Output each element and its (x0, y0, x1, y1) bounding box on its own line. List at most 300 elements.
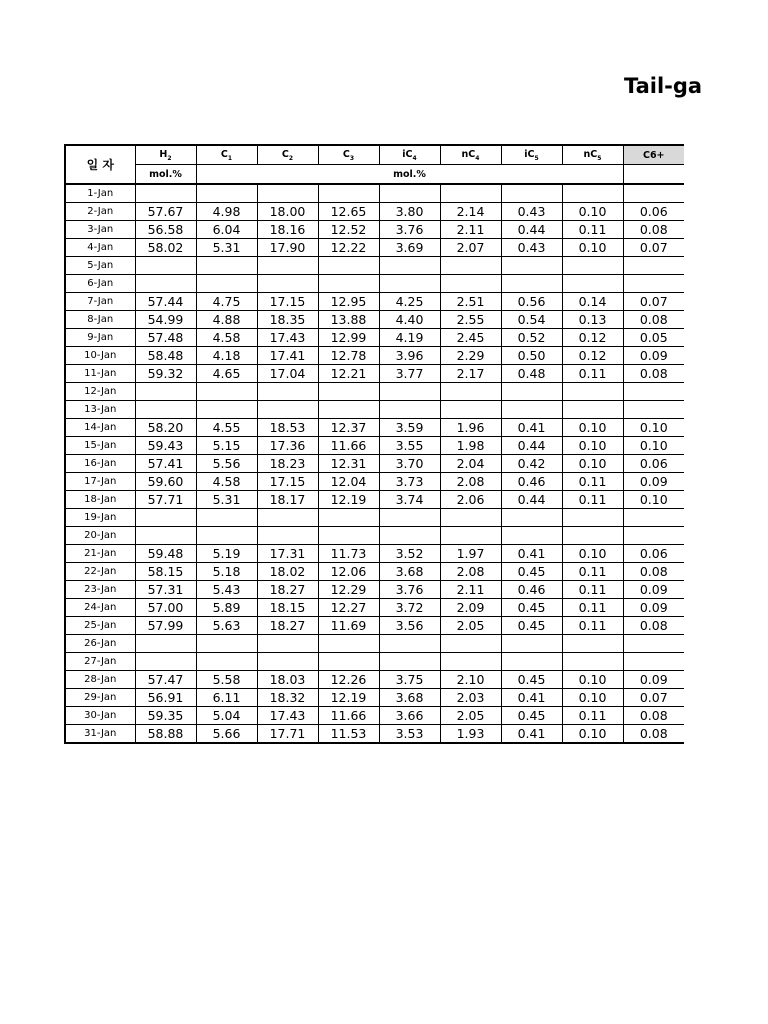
cell-value (318, 509, 379, 527)
cell-value: 0.05 (623, 329, 684, 347)
cell-value: 0.12 (562, 347, 623, 365)
cell-value: 0.52 (501, 329, 562, 347)
cell-value: 57.67 (135, 203, 196, 221)
cell-value: 0.13 (562, 311, 623, 329)
cell-value: 5.31 (196, 491, 257, 509)
cell-value (623, 184, 684, 203)
cell-value (135, 401, 196, 419)
cell-value: 2.07 (440, 239, 501, 257)
cell-value: 3.53 (379, 725, 440, 744)
table-row (65, 419, 684, 437)
cell-value: 0.08 (623, 617, 684, 635)
cell-value: 12.22 (318, 239, 379, 257)
unit-h2: mol.% (135, 165, 196, 185)
table-row (65, 617, 684, 635)
header-row (65, 145, 684, 165)
cell-value (135, 527, 196, 545)
cell-value (501, 635, 562, 653)
row-date: 14-Jan (65, 419, 135, 437)
row-date: 23-Jan (65, 581, 135, 599)
cell-value (501, 257, 562, 275)
cell-value (196, 509, 257, 527)
cell-value: 17.31 (257, 545, 318, 563)
cell-value: 5.04 (196, 707, 257, 725)
cell-value (135, 653, 196, 671)
cell-value: 3.80 (379, 203, 440, 221)
cell-value: 6.04 (196, 221, 257, 239)
cell-value: 0.46 (501, 581, 562, 599)
cell-value: 0.08 (623, 707, 684, 725)
cell-value: 3.52 (379, 545, 440, 563)
table-row (65, 239, 684, 257)
cell-value: 0.10 (562, 689, 623, 707)
cell-value: 4.55 (196, 419, 257, 437)
row-date: 27-Jan (65, 653, 135, 671)
cell-value: 0.11 (562, 707, 623, 725)
cell-value (135, 275, 196, 293)
cell-value (440, 401, 501, 419)
cell-value: 18.15 (257, 599, 318, 617)
cell-value: 57.31 (135, 581, 196, 599)
cell-value: 18.53 (257, 419, 318, 437)
cell-value (501, 383, 562, 401)
cell-value (562, 635, 623, 653)
cell-value: 3.70 (379, 455, 440, 473)
cell-value: 0.10 (562, 437, 623, 455)
cell-value: 18.27 (257, 581, 318, 599)
cell-value: 59.60 (135, 473, 196, 491)
cell-value: 5.89 (196, 599, 257, 617)
cell-value: 3.56 (379, 617, 440, 635)
cell-value: 12.06 (318, 563, 379, 581)
cell-value: 0.11 (562, 365, 623, 383)
cell-value: 0.45 (501, 599, 562, 617)
col-header-c1: $C_1$ (196, 145, 257, 165)
cell-value: 3.66 (379, 707, 440, 725)
cell-value: 0.43 (501, 239, 562, 257)
cell-value: 57.41 (135, 455, 196, 473)
row-date: 2-Jan (65, 203, 135, 221)
cell-value (318, 635, 379, 653)
cell-value: 0.10 (562, 455, 623, 473)
cell-value: 0.10 (562, 545, 623, 563)
cell-value: 0.07 (623, 293, 684, 311)
cell-value (440, 275, 501, 293)
cell-value (318, 527, 379, 545)
date-column-header: 일 자 (65, 145, 135, 184)
row-date: 29-Jan (65, 689, 135, 707)
row-date: 31-Jan (65, 725, 135, 744)
cell-value (257, 527, 318, 545)
cell-value: 11.66 (318, 437, 379, 455)
cell-value (318, 184, 379, 203)
row-date: 16-Jan (65, 455, 135, 473)
cell-value (623, 635, 684, 653)
cell-value: 17.36 (257, 437, 318, 455)
cell-value (257, 401, 318, 419)
cell-value: 0.44 (501, 221, 562, 239)
cell-value (257, 653, 318, 671)
cell-value: 12.65 (318, 203, 379, 221)
cell-value: 2.08 (440, 473, 501, 491)
cell-value: 2.05 (440, 617, 501, 635)
cell-value (135, 257, 196, 275)
cell-value: 0.10 (623, 491, 684, 509)
cell-value (135, 184, 196, 203)
row-date: 3-Jan (65, 221, 135, 239)
cell-value: 3.74 (379, 491, 440, 509)
cell-value: 2.11 (440, 581, 501, 599)
row-date: 25-Jan (65, 617, 135, 635)
cell-value: 1.96 (440, 419, 501, 437)
cell-value: 2.08 (440, 563, 501, 581)
cell-value: 5.43 (196, 581, 257, 599)
cell-value: 18.23 (257, 455, 318, 473)
table-row (65, 293, 684, 311)
cell-value: 0.11 (562, 473, 623, 491)
cell-value (562, 275, 623, 293)
cell-value: 0.41 (501, 689, 562, 707)
cell-value: 0.10 (562, 239, 623, 257)
cell-value (318, 401, 379, 419)
cell-value: 0.08 (623, 563, 684, 581)
cell-value: 18.35 (257, 311, 318, 329)
cell-value: 0.50 (501, 347, 562, 365)
cell-value: 5.31 (196, 239, 257, 257)
row-date: 21-Jan (65, 545, 135, 563)
cell-value (318, 653, 379, 671)
table-row (65, 383, 684, 401)
cell-value (440, 257, 501, 275)
cell-value: 0.09 (623, 347, 684, 365)
cell-value: 12.26 (318, 671, 379, 689)
cell-value (562, 257, 623, 275)
table-row (65, 527, 684, 545)
cell-value: 17.43 (257, 329, 318, 347)
cell-value: 12.21 (318, 365, 379, 383)
cell-value: 57.71 (135, 491, 196, 509)
cell-value: 4.58 (196, 473, 257, 491)
cell-value (318, 275, 379, 293)
unit-rest: mol.% (196, 165, 623, 185)
table-row (65, 401, 684, 419)
cell-value: 4.65 (196, 365, 257, 383)
cell-value (196, 401, 257, 419)
cell-value: 56.58 (135, 221, 196, 239)
cell-value: 12.27 (318, 599, 379, 617)
table-container (64, 144, 684, 751)
cell-value: 59.43 (135, 437, 196, 455)
cell-value: 0.08 (623, 725, 684, 744)
cell-value: 18.17 (257, 491, 318, 509)
cell-value: 0.42 (501, 455, 562, 473)
cell-value: 58.02 (135, 239, 196, 257)
cell-value (196, 635, 257, 653)
cell-value: 0.54 (501, 311, 562, 329)
cell-value: 0.08 (623, 311, 684, 329)
cell-value: 0.43 (501, 203, 562, 221)
table-row (65, 689, 684, 707)
cell-value: 0.45 (501, 671, 562, 689)
cell-value: 2.17 (440, 365, 501, 383)
row-date: 22-Jan (65, 563, 135, 581)
cell-value (135, 383, 196, 401)
cell-value: 5.56 (196, 455, 257, 473)
table-row (65, 671, 684, 689)
cell-value (623, 401, 684, 419)
row-date: 1-Jan (65, 184, 135, 203)
row-date: 9-Jan (65, 329, 135, 347)
cell-value (501, 401, 562, 419)
cell-value: 3.75 (379, 671, 440, 689)
row-date: 18-Jan (65, 491, 135, 509)
cell-value: 11.69 (318, 617, 379, 635)
cell-value: 0.07 (623, 239, 684, 257)
row-date: 8-Jan (65, 311, 135, 329)
table-row (65, 437, 684, 455)
cell-value (379, 184, 440, 203)
cell-value (379, 653, 440, 671)
cell-value: 18.00 (257, 203, 318, 221)
table-row (65, 581, 684, 599)
cell-value (196, 257, 257, 275)
col-header-c6plus: C6+ (623, 145, 684, 165)
table-row (65, 203, 684, 221)
cell-value: 5.66 (196, 725, 257, 744)
cell-value: 4.18 (196, 347, 257, 365)
cell-value: 17.41 (257, 347, 318, 365)
cell-value: 0.11 (562, 617, 623, 635)
cell-value: 12.37 (318, 419, 379, 437)
cell-value (501, 527, 562, 545)
cell-value: 0.45 (501, 563, 562, 581)
table-row (65, 491, 684, 509)
col-header-c2: $C_2$ (257, 145, 318, 165)
row-date: 24-Jan (65, 599, 135, 617)
cell-value: 17.71 (257, 725, 318, 744)
table-row (65, 365, 684, 383)
cell-value: 4.25 (379, 293, 440, 311)
cell-value (196, 383, 257, 401)
cell-value: 0.45 (501, 707, 562, 725)
cell-value: 58.20 (135, 419, 196, 437)
cell-value: 11.73 (318, 545, 379, 563)
cell-value: 0.46 (501, 473, 562, 491)
cell-value (501, 653, 562, 671)
cell-value: 0.11 (562, 599, 623, 617)
cell-value (379, 383, 440, 401)
cell-value: 11.66 (318, 707, 379, 725)
col-header-c3: $C_3$ (318, 145, 379, 165)
cell-value (440, 509, 501, 527)
cell-value: 5.15 (196, 437, 257, 455)
table-row (65, 221, 684, 239)
cell-value: 0.08 (623, 365, 684, 383)
row-date: 7-Jan (65, 293, 135, 311)
cell-value (501, 184, 562, 203)
cell-value: 12.31 (318, 455, 379, 473)
cell-value: 2.45 (440, 329, 501, 347)
cell-value (257, 184, 318, 203)
table-row (65, 509, 684, 527)
cell-value: 0.09 (623, 581, 684, 599)
table-row (65, 275, 684, 293)
cell-value: 0.08 (623, 221, 684, 239)
cell-value: 0.41 (501, 545, 562, 563)
cell-value: 3.59 (379, 419, 440, 437)
cell-value: 4.40 (379, 311, 440, 329)
cell-value (196, 184, 257, 203)
cell-value: 59.32 (135, 365, 196, 383)
cell-value: 4.75 (196, 293, 257, 311)
row-date: 12-Jan (65, 383, 135, 401)
cell-value (562, 383, 623, 401)
cell-value: 3.76 (379, 221, 440, 239)
cell-value: 2.03 (440, 689, 501, 707)
table-row (65, 707, 684, 725)
cell-value: 0.06 (623, 455, 684, 473)
cell-value (562, 184, 623, 203)
cell-value: 0.10 (562, 671, 623, 689)
cell-value: 0.11 (562, 221, 623, 239)
cell-value: 57.47 (135, 671, 196, 689)
cell-value: 3.68 (379, 563, 440, 581)
cell-value: 12.78 (318, 347, 379, 365)
col-header-nc4: $nC_4$ (440, 145, 501, 165)
row-date: 17-Jan (65, 473, 135, 491)
cell-value: 0.56 (501, 293, 562, 311)
cell-value: 17.43 (257, 707, 318, 725)
cell-value (501, 509, 562, 527)
cell-value: 0.41 (501, 725, 562, 744)
table-row (65, 653, 684, 671)
table-row (65, 311, 684, 329)
cell-value: 12.19 (318, 491, 379, 509)
cell-value (379, 635, 440, 653)
cell-value: 2.51 (440, 293, 501, 311)
cell-value: 57.99 (135, 617, 196, 635)
cell-value: 5.63 (196, 617, 257, 635)
cell-value (501, 275, 562, 293)
cell-value (379, 401, 440, 419)
cell-value: 18.27 (257, 617, 318, 635)
cell-value: 12.95 (318, 293, 379, 311)
cell-value: 59.48 (135, 545, 196, 563)
table-row (65, 545, 684, 563)
row-date: 13-Jan (65, 401, 135, 419)
cell-value: 18.16 (257, 221, 318, 239)
cell-value: 57.44 (135, 293, 196, 311)
cell-value (257, 635, 318, 653)
cell-value: 12.29 (318, 581, 379, 599)
cell-value (196, 275, 257, 293)
cell-value: 59.35 (135, 707, 196, 725)
cell-value (379, 527, 440, 545)
unit-row (65, 165, 684, 185)
cell-value (379, 509, 440, 527)
cell-value: 18.32 (257, 689, 318, 707)
cell-value: 3.96 (379, 347, 440, 365)
cell-value: 2.11 (440, 221, 501, 239)
unit-c6plus-blank (623, 165, 684, 185)
cell-value (379, 275, 440, 293)
table-row (65, 473, 684, 491)
cell-value: 17.15 (257, 293, 318, 311)
row-date: 15-Jan (65, 437, 135, 455)
cell-value: 18.02 (257, 563, 318, 581)
cell-value: 5.58 (196, 671, 257, 689)
cell-value: 2.29 (440, 347, 501, 365)
cell-value: 0.44 (501, 437, 562, 455)
table-row (65, 563, 684, 581)
cell-value: 0.09 (623, 671, 684, 689)
gas-composition-table (64, 144, 684, 744)
cell-value (257, 509, 318, 527)
cell-value: 0.09 (623, 473, 684, 491)
cell-value (257, 383, 318, 401)
cell-value (440, 653, 501, 671)
cell-value: 17.04 (257, 365, 318, 383)
cell-value: 2.04 (440, 455, 501, 473)
cell-value: 3.72 (379, 599, 440, 617)
table-row (65, 329, 684, 347)
cell-value: 0.14 (562, 293, 623, 311)
cell-value: 6.11 (196, 689, 257, 707)
cell-value: 4.88 (196, 311, 257, 329)
cell-value (257, 275, 318, 293)
cell-value: 2.10 (440, 671, 501, 689)
cell-value: 0.10 (562, 725, 623, 744)
cell-value (562, 527, 623, 545)
cell-value: 0.10 (623, 437, 684, 455)
cell-value (135, 635, 196, 653)
cell-value: 57.00 (135, 599, 196, 617)
cell-value: 0.11 (562, 491, 623, 509)
row-date: 30-Jan (65, 707, 135, 725)
cell-value (623, 509, 684, 527)
cell-value (562, 653, 623, 671)
cell-value: 58.88 (135, 725, 196, 744)
cell-value: 0.44 (501, 491, 562, 509)
cell-value (196, 653, 257, 671)
cell-value: 4.98 (196, 203, 257, 221)
row-date: 4-Jan (65, 239, 135, 257)
row-date: 11-Jan (65, 365, 135, 383)
cell-value: 12.99 (318, 329, 379, 347)
cell-value: 4.19 (379, 329, 440, 347)
cell-value (257, 257, 318, 275)
cell-value: 0.11 (562, 581, 623, 599)
cell-value: 0.07 (623, 689, 684, 707)
cell-value: 17.90 (257, 239, 318, 257)
cell-value: 1.98 (440, 437, 501, 455)
cell-value: 3.68 (379, 689, 440, 707)
cell-value (440, 383, 501, 401)
cell-value: 2.55 (440, 311, 501, 329)
table-row (65, 257, 684, 275)
cell-value: 12.52 (318, 221, 379, 239)
cell-value: 56.91 (135, 689, 196, 707)
row-date: 20-Jan (65, 527, 135, 545)
table-row (65, 184, 684, 203)
table-row (65, 347, 684, 365)
cell-value: 2.14 (440, 203, 501, 221)
cell-value: 0.09 (623, 599, 684, 617)
cell-value (623, 527, 684, 545)
cell-value (562, 401, 623, 419)
cell-value (440, 184, 501, 203)
cell-value: 5.19 (196, 545, 257, 563)
